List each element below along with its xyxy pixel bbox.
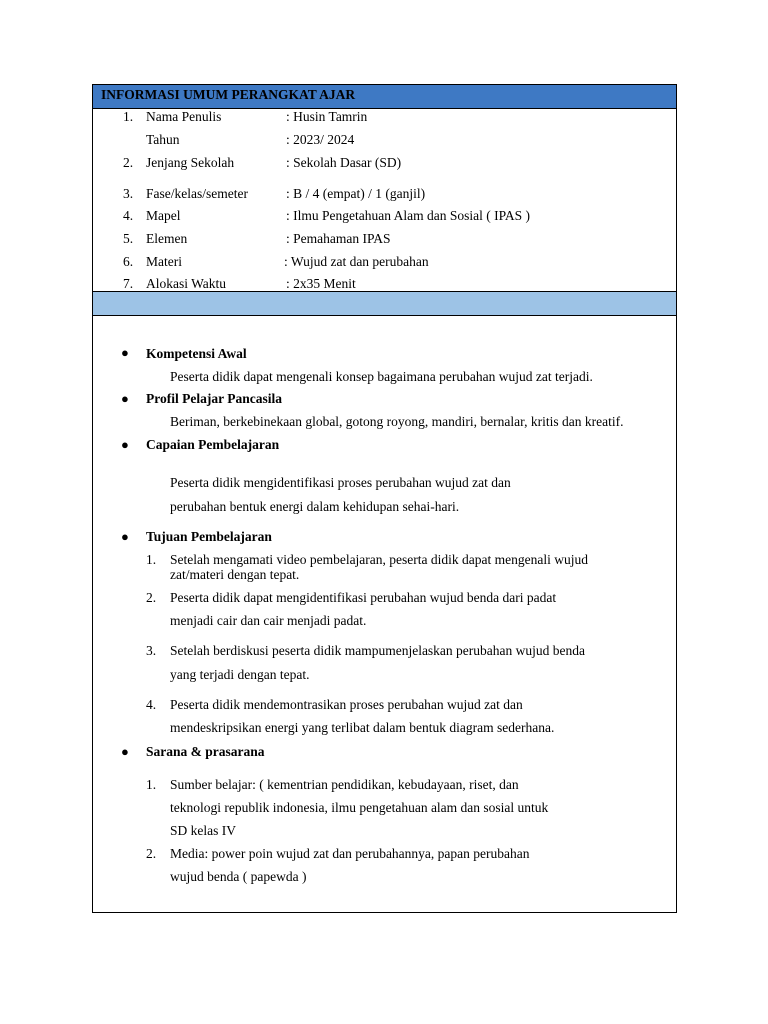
info-row-value: : Pemahaman IPAS <box>286 231 391 246</box>
info-row-num: 3. <box>123 186 134 201</box>
info-row-num: 7. <box>123 276 134 291</box>
list-item-text: Media: power poin wujud zat dan perubahannya, papan perubahan <box>170 846 530 861</box>
list-item-text: zat/materi dengan tepat. <box>170 567 300 582</box>
list-item-text: Setelah berdiskusi peserta didik mampumenjelaskan perubahan wujud benda <box>170 643 586 658</box>
info-row-value: : Sekolah Dasar (SD) <box>286 155 402 170</box>
list-item-num: 4. <box>146 697 157 712</box>
info-row-label: Fase/kelas/semeter <box>146 186 248 201</box>
list-item-num: 1. <box>146 552 157 567</box>
bullet-icon: ● <box>121 529 129 544</box>
section-text-kompetensi: Peserta didik dapat mengenali konsep bagaimana perubahan wujud zat terjadi. <box>170 369 593 384</box>
header-title: INFORMASI UMUM PERANGKAT AJAR <box>101 87 356 102</box>
list-item-text: teknologi republik indonesia, ilmu pengetahuan alam dan sosial untuk <box>170 800 549 815</box>
section-title-kompetensi: Kompetensi Awal <box>146 346 247 361</box>
section-text-profil: Beriman, berkebinekaan global, gotong royong, mandiri, bernalar, kritis dan kreatif. <box>170 414 624 429</box>
info-row-value: : 2023/ 2024 <box>286 132 355 147</box>
list-item-text: Peserta didik dapat mengidentifikasi perubahan wujud benda dari padat <box>170 590 557 605</box>
info-row-label: Elemen <box>146 231 188 246</box>
info-row-num: 1. <box>123 109 134 124</box>
info-row-value: : Ilmu Pengetahuan Alam dan Sosial ( IPAS ) <box>286 208 530 223</box>
bullet-icon: ● <box>121 437 129 452</box>
section-title-sarana: Sarana & prasarana <box>146 744 265 759</box>
section-title-profil: Profil Pelajar Pancasila <box>146 391 282 406</box>
section-text-capaian-line2: perubahan bentuk energi dalam kehidupan sehai-hari. <box>170 499 460 514</box>
info-row-value: : 2x35 Menit <box>286 276 356 291</box>
info-row-label: Materi <box>146 254 182 269</box>
bullet-icon: ● <box>121 391 129 406</box>
bullet-icon: ● <box>121 744 129 759</box>
info-row-label: Nama Penulis <box>146 109 222 124</box>
header-bar <box>93 85 676 109</box>
bullet-icon: ● <box>121 345 129 360</box>
info-row-label: Mapel <box>146 208 181 223</box>
list-item-text: Sumber belajar: ( kementrian pendidikan, kebudayaan, riset, dan <box>170 777 519 792</box>
info-row-value: : B / 4 (empat) / 1 (ganjil) <box>286 186 426 201</box>
list-item-text: wujud benda ( papewda ) <box>170 869 307 884</box>
list-item-text: Peserta didik mendemontrasikan proses perubahan wujud zat dan <box>170 697 523 712</box>
section-title-tujuan: Tujuan Pembelajaran <box>146 529 272 544</box>
info-row-label: Alokasi Waktu <box>146 276 227 291</box>
info-row-num: 4. <box>123 208 134 223</box>
separator-bar <box>93 291 676 316</box>
info-row-label: Jenjang Sekolah <box>146 155 235 170</box>
info-row-value: : Husin Tamrin <box>286 109 368 124</box>
info-row-num: 6. <box>123 254 134 269</box>
list-item-text: Setelah mengamati video pembelajaran, peserta didik dapat mengenali wujud <box>170 552 588 567</box>
list-item-text: SD kelas IV <box>170 823 236 838</box>
info-row-label: Tahun <box>146 132 180 147</box>
section-title-capaian: Capaian Pembelajaran <box>146 437 280 452</box>
list-item-num: 3. <box>146 643 157 658</box>
section-text-capaian-line1: Peserta didik mengidentifikasi proses perubahan wujud zat dan <box>170 475 511 490</box>
list-item-num: 2. <box>146 590 157 605</box>
list-item-text: mendeskripsikan energi yang terlibat dalam bentuk diagram sederhana. <box>170 720 555 735</box>
list-item-text: menjadi cair dan cair menjadi padat. <box>170 613 367 628</box>
info-row-value: : Wujud zat dan perubahan <box>284 254 429 269</box>
list-item-text: yang terjadi dengan tepat. <box>170 667 310 682</box>
list-item-num: 2. <box>146 846 157 861</box>
info-row-num: 5. <box>123 231 134 246</box>
info-row-num: 2. <box>123 155 134 170</box>
list-item-num: 1. <box>146 777 157 792</box>
